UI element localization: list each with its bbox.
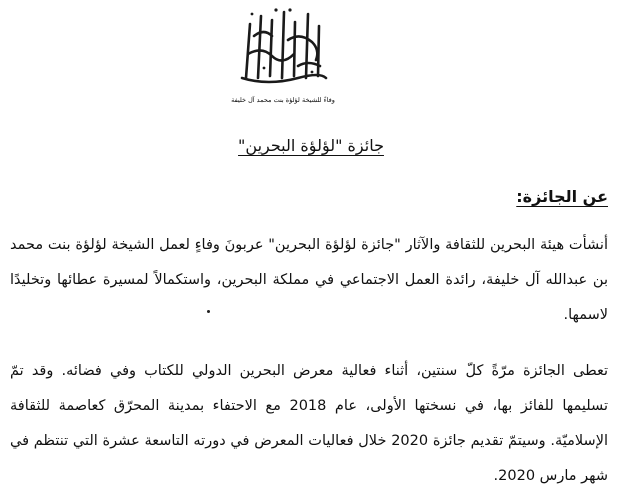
- paragraph-schedule: تعطى الجائزة مرّةً كلّ سنتين، أثناء فعالية معرض البحرين الدولي للكتاب وفي فضائه. وقد تمّ تسليمها للفائز بها، في نسختها الأولى، عام 2018 مع الاحتفاء بمدينة المحرّق كعاصمة للثقافة الإسلاميّة. وسيتمّ تقديم جائزة 2020 خلال فعاليات المعرض في دورته التاسعة عشرة التي تنتظم في شهر مارس 2020.: [10, 363, 609, 484]
- paragraph-about: أنشأت هيئة البحرين للثقافة والآثار "جائزة لؤلؤة البحرين" عربونَ وفاءٍ لعمل الشيخة لؤلؤة بنت محمد بن عبدالله آل خليفة، رائدة العمل الاجتماعي في مملكة البحرين، واستكمالاً لمسيرة عطائها وتخليدًا لاسمها.: [10, 237, 608, 323]
- stray-dot: [207, 310, 210, 313]
- page-title: [0, 136, 622, 155]
- page-title-text: جائزة "لؤلؤة البحرين": [238, 136, 384, 155]
- award-logo: [228, 6, 338, 118]
- calligraphy-logo-icon: [228, 6, 338, 86]
- logo-caption: وفاءً للشيخة لؤلؤة بنت محمد آل خليفة: [231, 96, 335, 104]
- section-heading: عن الجائزة:: [516, 187, 608, 206]
